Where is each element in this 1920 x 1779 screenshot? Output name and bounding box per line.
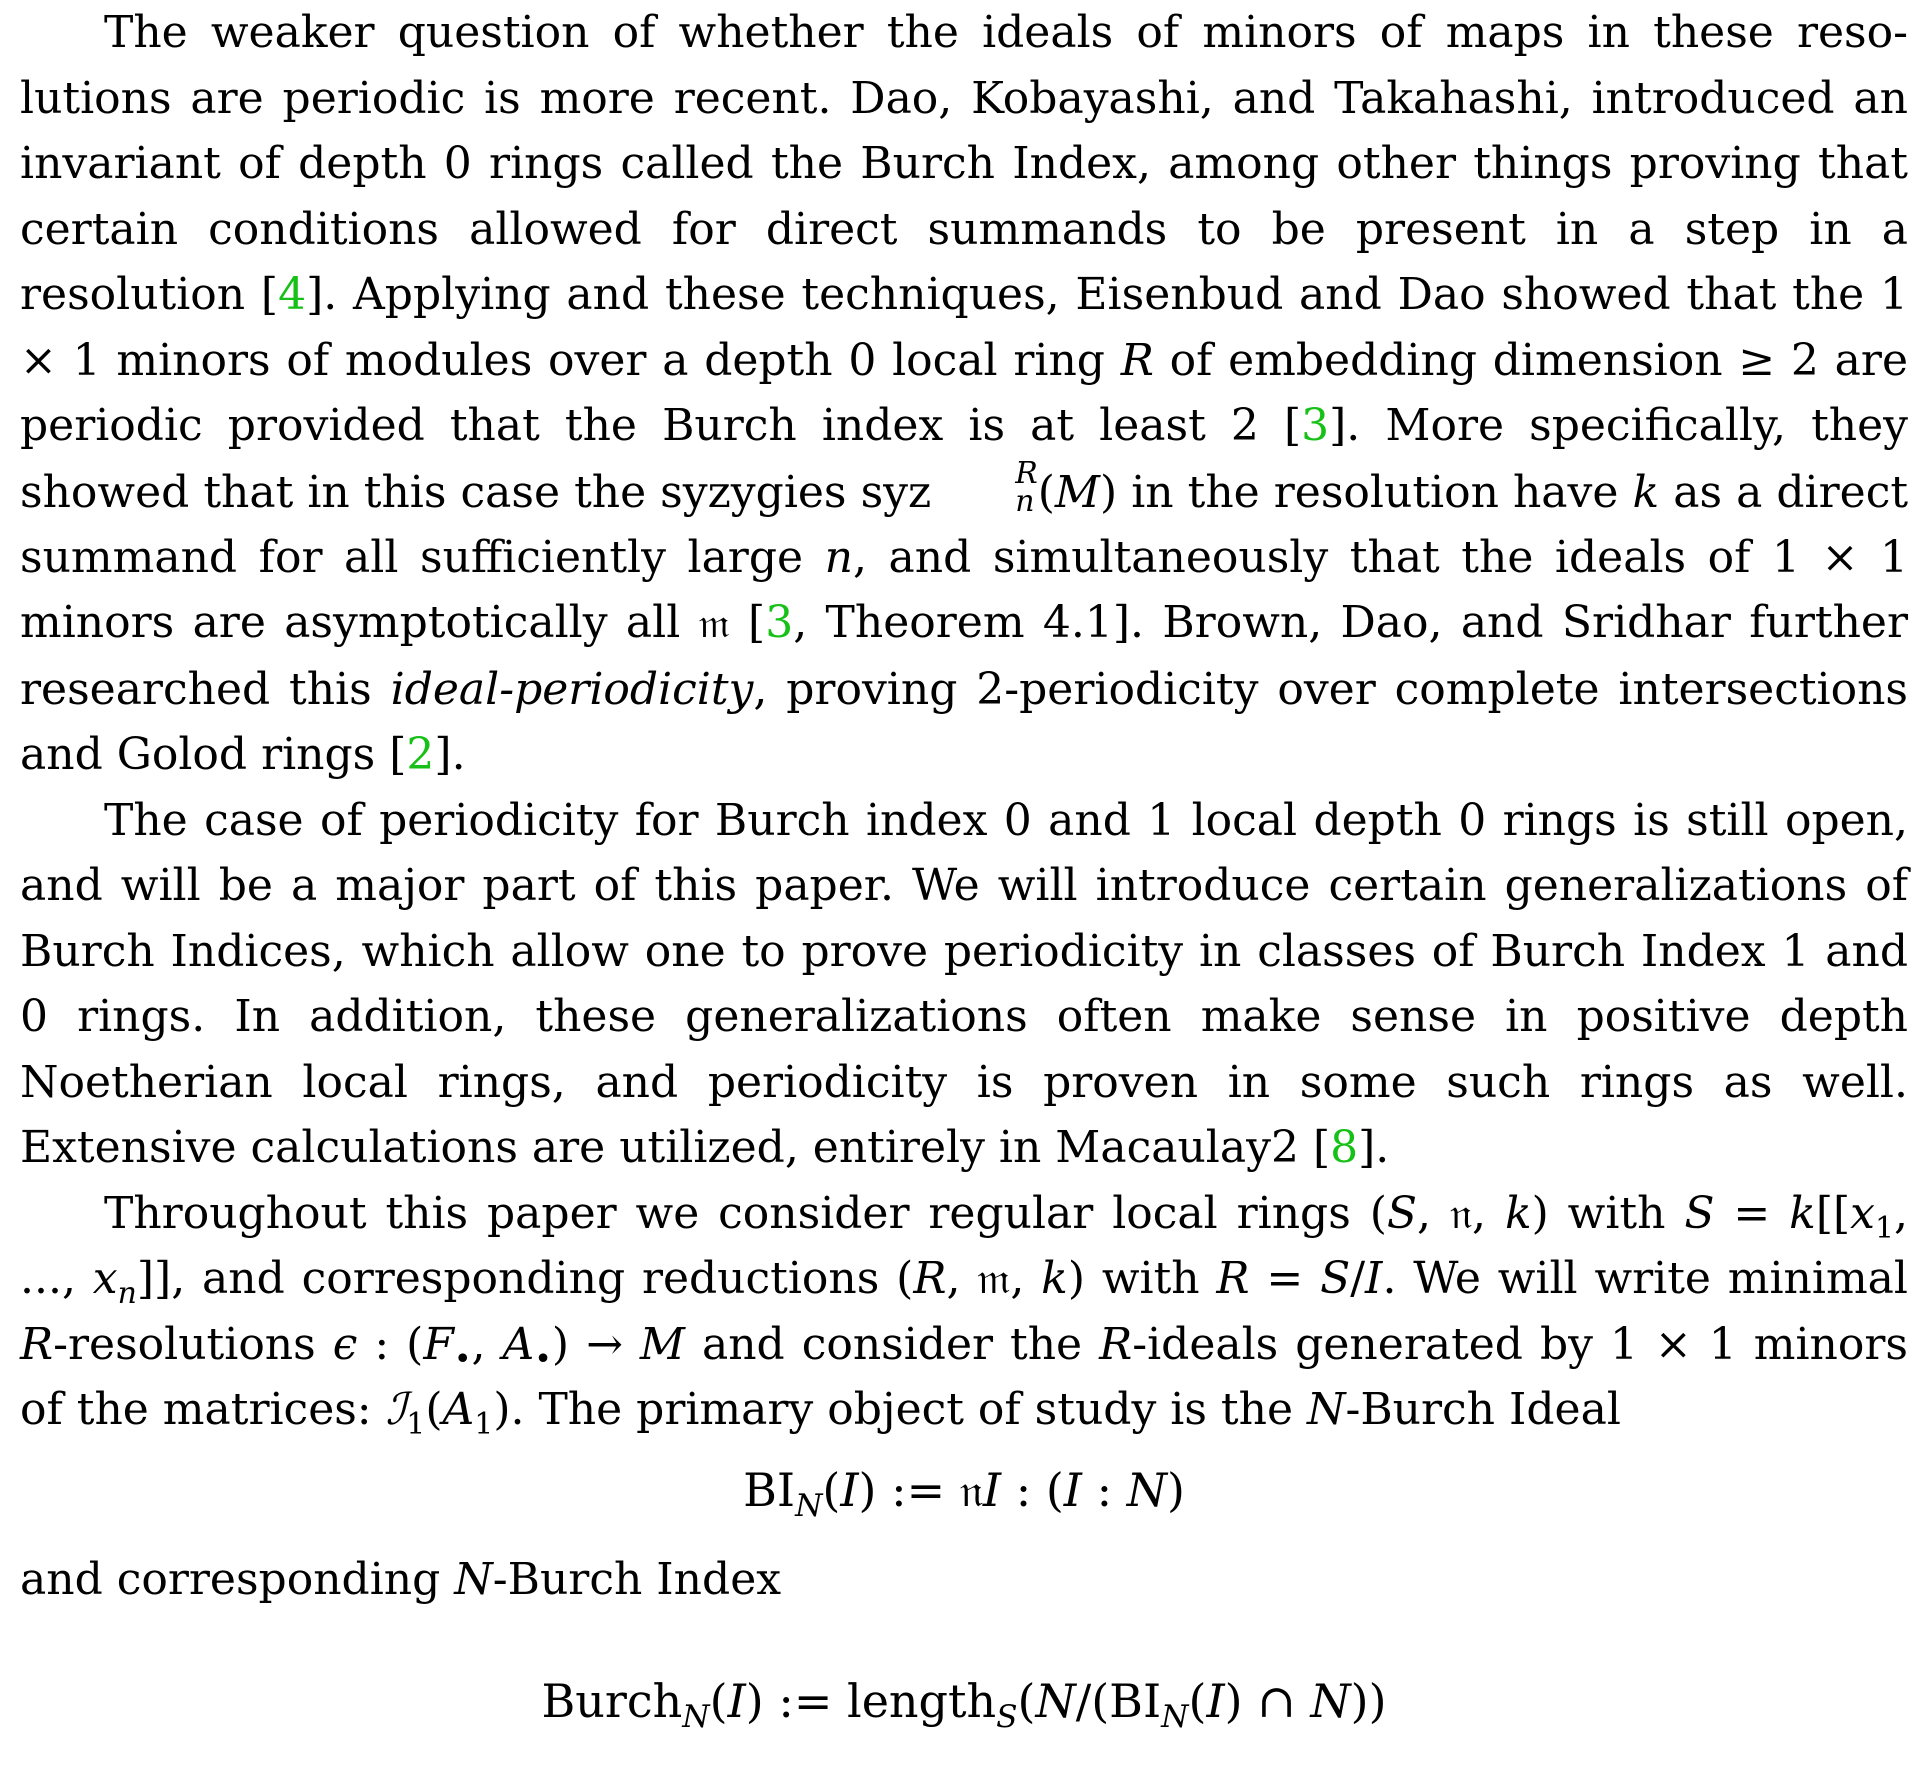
citation-link[interactable]: 8 <box>1330 1122 1359 1174</box>
paragraph-setup: Throughout this paper we consider regular local rings (S, 𝔫, k) with $S = k[[x_1$, ..., $x_n$]], and corresponding reductions (R, 𝔪, k) with R = S/I. We will write minimal R-resolutions ϵ : ($F_•$, $A_•) \to M$ and consider the R-ideals generated by 1 × 1 minors of the matrices: $ℐ_1(A_1)$. The primary object of study is the N-Burch Ideal <box>20 1187 1909 1443</box>
citation-link[interactable]: 4 <box>278 269 307 320</box>
paragraph-open-case: The case of periodicity for Burch index 0 and 1 local depth 0 rings is still open, and will be a major part of this paper. We will introduce certain generalizations of Burch Indices, which allow one to prove periodicity in classes of Burch Index 1 and 0 rings. In addition, these generalizations often make sense in positive depth Noetherian local rings, and periodicity is proven in some such rings as well. Extensive calculations are utilized, entirely in Macaulay2 [8]. <box>20 794 1908 1174</box>
citation-link[interactable]: 2 <box>406 729 435 781</box>
citation-link[interactable]: 3 <box>1301 400 1330 451</box>
equation-burch-ideal: $BI_N(I)$ := 𝔫I : (I : N) <box>743 1462 1185 1525</box>
syz-scripts: R n <box>1015 455 1038 519</box>
equation-burch-index: Burch$_N$(I) := $length_S(N/(BI_N(I)$ ∩ N)) <box>541 1674 1387 1736</box>
emphasis: ideal-periodicity <box>390 663 754 715</box>
citation-link[interactable]: 3 <box>765 597 794 649</box>
paragraph-burch-index-intro: and corresponding N-Burch Index <box>20 1553 782 1605</box>
paragraph-ideal-periodicity: The weaker question of whether the ideals of minors of maps in these resolutions are periodic is more recent. Dao, Kobayashi, and Takahashi, introduced an invariant of depth 0 rings called the Burch Index, among other things proving that certain conditions allowed for direct summands to be present in a step in a resolution [4]. Applying and these techniques, Eisenbud and Dao showed that the 1 × 1 minors of modules over a depth 0 local ring R of embedding dimension ≥ 2 are periodic provided that the Burch index is at least 2 [3]. More specifically, they showed that in this case the syzygies syz R n (M) in the resolution have k as a direct summand for all sufficiently large n, and simultaneously that the ideals of 1 × 1 minors are asymptotically all 𝔪 [3, Theorem 4.1]. Brown, Dao, and Sridhar further researched this ideal-periodicity, proving 2-periodicity over complete intersections and Golod rings [2]. <box>20 7 1909 781</box>
